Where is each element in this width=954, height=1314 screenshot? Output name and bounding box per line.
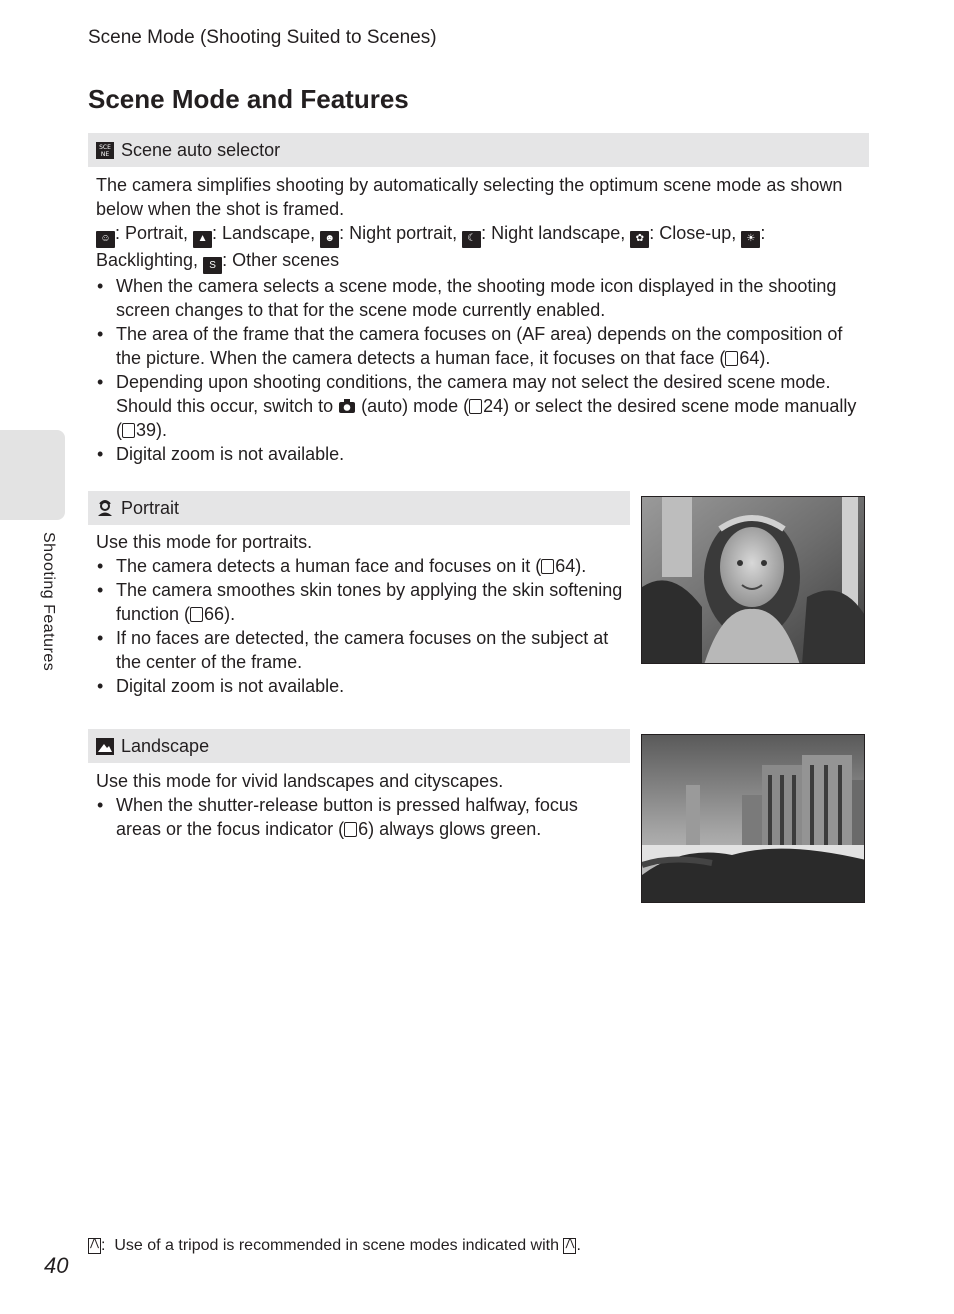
svg-text:NE: NE bbox=[100, 150, 110, 158]
landscape-bullets bbox=[96, 793, 616, 841]
portrait-sample-photo bbox=[641, 496, 865, 664]
list-item: • Digital zoom is not available. bbox=[96, 442, 858, 466]
list-item: • If no faces are detected, the camera focuses on the subject at the center of the frame. bbox=[96, 626, 626, 674]
section-title: Landscape bbox=[121, 735, 210, 756]
reference-book-icon bbox=[190, 607, 203, 622]
scene-auto-body bbox=[96, 173, 858, 466]
portrait-icon bbox=[96, 500, 114, 517]
tripod-icon bbox=[88, 1238, 101, 1254]
portrait-bullets bbox=[96, 554, 626, 698]
chapter-label: Shooting Features bbox=[40, 532, 57, 672]
scene-auto-icon bbox=[96, 142, 114, 159]
tripod-footnote: ⋀ : Use of a tripod is recommended in scene modes indicated with ⋀ . bbox=[88, 1237, 581, 1255]
intro-paragraph: Use this mode for vivid landscapes and cityscapes. bbox=[96, 771, 504, 791]
reference-book-icon bbox=[122, 423, 135, 438]
landscape-body bbox=[96, 769, 616, 841]
list-item: • When the camera selects a scene mode, the shooting mode icon displayed in the shooting screen changes to that for the scene mode currently enabled. bbox=[96, 274, 858, 322]
page-title: Scene Mode and Features bbox=[88, 84, 409, 114]
portrait-icon: ☺ bbox=[96, 231, 115, 248]
chapter-tab bbox=[0, 430, 65, 520]
svg-text:SCE: SCE bbox=[99, 143, 111, 151]
list-item: • The area of the frame that the camera focuses on (AF area) depends on the composition of the picture. When the camera detects a human face, it focuses on that face ( 64). bbox=[96, 322, 858, 370]
night-landscape-icon: ☾ bbox=[462, 231, 481, 248]
landscape-sample-photo bbox=[641, 734, 865, 903]
scene-auto-bullets bbox=[96, 274, 858, 466]
auto-mode-camera-icon bbox=[338, 396, 356, 411]
reference-book-icon bbox=[344, 822, 357, 837]
section-title: Portrait bbox=[121, 497, 180, 518]
list-item: • Depending upon shooting conditions, the camera may not select the desired scene mode. Should this occur, switch to (auto) mode ( 24) or select the desired scene mode manually ( 39). bbox=[96, 370, 858, 442]
section-title: Scene auto selector bbox=[121, 139, 281, 160]
section-landscape bbox=[88, 729, 630, 763]
list-item: • The camera detects a human face and focuses on it ( 64). bbox=[96, 554, 626, 578]
list-item: • Digital zoom is not available. bbox=[96, 674, 626, 698]
running-header: Scene Mode (Shooting Suited to Scenes) bbox=[88, 27, 437, 48]
list-item: • When the shutter-release button is pressed halfway, focus areas or the focus indicator ( 6) always glows green. bbox=[96, 793, 616, 841]
scene-icon: S bbox=[203, 257, 222, 274]
intro-paragraph: Use this mode for portraits. bbox=[96, 532, 313, 552]
portrait-body bbox=[96, 530, 626, 698]
close-up-icon: ✿ bbox=[630, 231, 649, 248]
intro-paragraph: The camera simplifies shooting by automatically selecting the optimum scene mode as shown below when the shot is framed. bbox=[96, 175, 843, 219]
backlighting-icon: ☀ bbox=[741, 231, 760, 248]
reference-book-icon bbox=[469, 399, 482, 414]
night-portrait-icon: ☻ bbox=[320, 231, 339, 248]
reference-book-icon bbox=[725, 351, 738, 366]
section-scene-auto-selector bbox=[88, 133, 869, 167]
section-portrait bbox=[88, 491, 630, 525]
tripod-icon bbox=[563, 1238, 576, 1254]
mode-list: ☺ : Portrait, ▲ : Landscape, ☻ : Night portrait, ☾ : Night landscape, ✿ : Close-up, ☀ : Backlighting, S : Other scenes bbox=[96, 221, 858, 274]
reference-book-icon bbox=[541, 559, 554, 574]
landscape-icon bbox=[96, 738, 114, 755]
page-number: 40 bbox=[44, 1253, 69, 1278]
landscape-icon: ▲ bbox=[193, 231, 212, 248]
list-item: • The camera smoothes skin tones by applying the skin softening function ( 66). bbox=[96, 578, 626, 626]
